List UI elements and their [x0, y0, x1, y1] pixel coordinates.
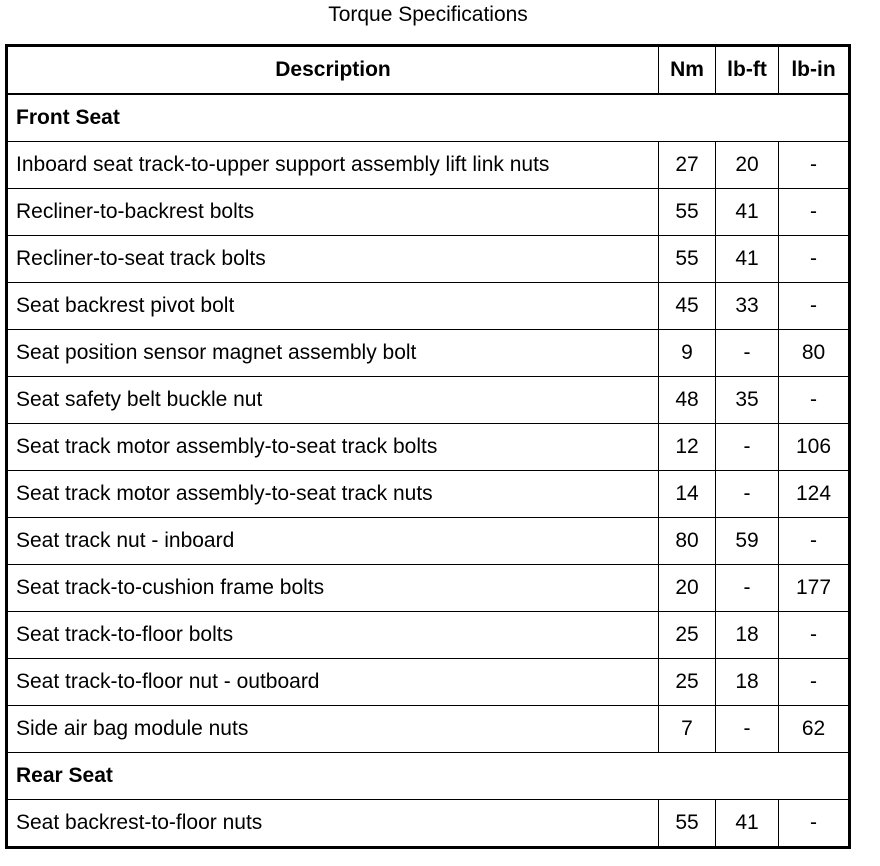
cell-lbin: - — [779, 142, 850, 189]
cell-description: Seat track-to-floor nut - outboard — [7, 659, 659, 706]
table-row — [7, 189, 850, 236]
cell-nm: 12 — [659, 424, 716, 471]
cell-lbin: 177 — [779, 565, 850, 612]
table-row — [7, 283, 850, 330]
cell-nm: 14 — [659, 471, 716, 518]
cell-lbin: - — [779, 800, 850, 848]
cell-nm: 20 — [659, 565, 716, 612]
table-row — [7, 471, 850, 518]
cell-nm: 55 — [659, 800, 716, 848]
cell-description: Seat backrest-to-floor nuts — [7, 800, 659, 848]
cell-lbin: - — [779, 189, 850, 236]
header-row — [7, 46, 850, 95]
cell-lbft: 18 — [716, 659, 779, 706]
cell-description: Seat track nut - inboard — [7, 518, 659, 565]
cell-description: Recliner-to-backrest bolts — [7, 189, 659, 236]
torque-spec-table — [5, 44, 851, 849]
cell-lbft: 41 — [716, 189, 779, 236]
cell-lbft: - — [716, 565, 779, 612]
table-row — [7, 659, 850, 706]
cell-lbin: - — [779, 377, 850, 424]
column-header-nm: Nm — [659, 46, 716, 95]
cell-nm: 25 — [659, 612, 716, 659]
section-row — [7, 94, 850, 142]
section-row — [7, 753, 850, 800]
cell-nm: 55 — [659, 189, 716, 236]
table-row — [7, 612, 850, 659]
cell-description: Seat track-to-cushion frame bolts — [7, 565, 659, 612]
page-title: Torque Specifications — [328, 3, 528, 26]
cell-description: Seat position sensor magnet assembly bolt — [7, 330, 659, 377]
cell-lbin: 106 — [779, 424, 850, 471]
cell-lbin: - — [779, 659, 850, 706]
cell-lbft: - — [716, 706, 779, 753]
table-row — [7, 800, 850, 848]
column-header-lbin: lb-in — [779, 46, 850, 95]
cell-description: Recliner-to-seat track bolts — [7, 236, 659, 283]
table-row — [7, 424, 850, 471]
table-row — [7, 377, 850, 424]
cell-lbft: 20 — [716, 142, 779, 189]
table-row — [7, 706, 850, 753]
cell-lbft: 59 — [716, 518, 779, 565]
cell-lbft: 18 — [716, 612, 779, 659]
cell-lbft: 41 — [716, 800, 779, 848]
cell-description: Seat track motor assembly-to-seat track nuts — [7, 471, 659, 518]
cell-description: Seat safety belt buckle nut — [7, 377, 659, 424]
column-header-lbft: lb-ft — [716, 46, 779, 95]
table-row — [7, 330, 850, 377]
cell-lbin: - — [779, 236, 850, 283]
cell-lbin: 124 — [779, 471, 850, 518]
table-row — [7, 565, 850, 612]
cell-nm: 48 — [659, 377, 716, 424]
table-row — [7, 518, 850, 565]
cell-lbin: - — [779, 612, 850, 659]
column-header-description: Description — [7, 46, 659, 95]
cell-lbin: - — [779, 518, 850, 565]
cell-lbft: 33 — [716, 283, 779, 330]
cell-description: Seat track motor assembly-to-seat track bolts — [7, 424, 659, 471]
cell-nm: 27 — [659, 142, 716, 189]
cell-nm: 45 — [659, 283, 716, 330]
section-heading: Rear Seat — [7, 753, 850, 800]
cell-nm: 25 — [659, 659, 716, 706]
cell-lbft: 35 — [716, 377, 779, 424]
cell-lbin: 80 — [779, 330, 850, 377]
cell-description: Side air bag module nuts — [7, 706, 659, 753]
cell-lbin: - — [779, 283, 850, 330]
cell-lbft: - — [716, 330, 779, 377]
cell-description: Seat backrest pivot bolt — [7, 283, 659, 330]
section-heading: Front Seat — [7, 94, 850, 142]
cell-nm: 7 — [659, 706, 716, 753]
cell-lbft: - — [716, 471, 779, 518]
cell-lbin: 62 — [779, 706, 850, 753]
table-row — [7, 142, 850, 189]
cell-nm: 55 — [659, 236, 716, 283]
cell-description: Inboard seat track-to-upper support assembly lift link nuts — [7, 142, 659, 189]
table-body — [7, 94, 850, 848]
cell-nm: 9 — [659, 330, 716, 377]
table-row — [7, 236, 850, 283]
cell-description: Seat track-to-floor bolts — [7, 612, 659, 659]
cell-lbft: - — [716, 424, 779, 471]
cell-nm: 80 — [659, 518, 716, 565]
cell-lbft: 41 — [716, 236, 779, 283]
